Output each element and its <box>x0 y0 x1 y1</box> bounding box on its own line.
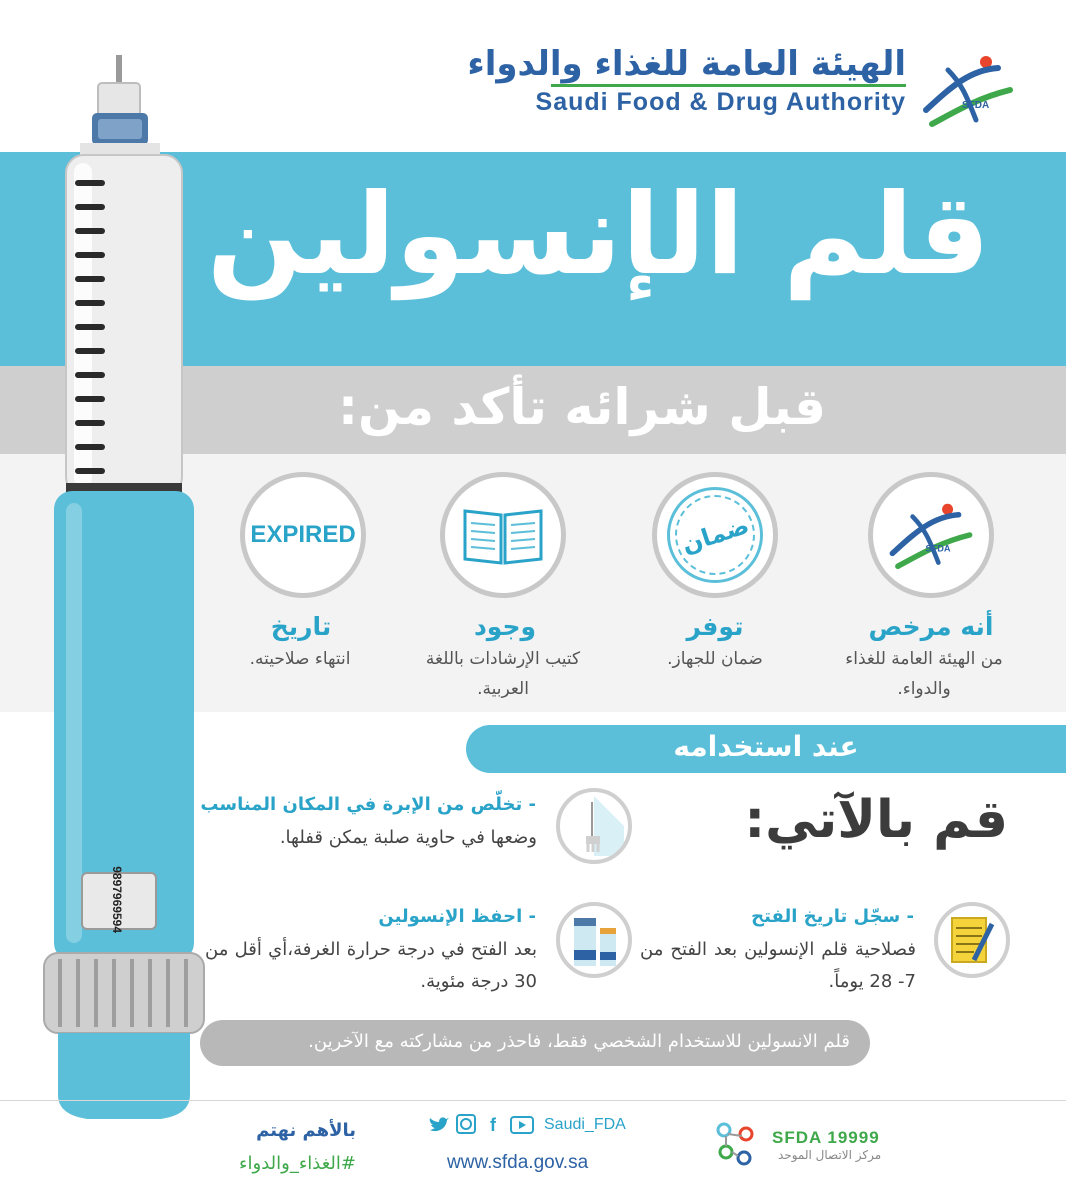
do-following-label: قم بالآتي: <box>744 790 1008 850</box>
page-title: قلم الإنسولين <box>206 170 990 300</box>
dose-value: 98 <box>110 866 124 880</box>
page-subtitle: قبل شرائه تأكد من: <box>338 378 826 436</box>
twitter-icon[interactable] <box>428 1114 450 1136</box>
logo-divider <box>551 84 906 87</box>
instagram-icon[interactable] <box>456 1114 476 1134</box>
check-licensed-heading: أنه مرخص <box>868 612 994 641</box>
facebook-icon[interactable]: f <box>490 1114 496 1135</box>
warranty-stamp-icon <box>667 487 763 583</box>
sfda-logo-text: SFDA <box>962 100 990 111</box>
check-warranty-body: ضمان للجهاز. <box>667 649 763 669</box>
tip-storage-heading: - احفظ الإنسولين <box>378 906 536 927</box>
dose-value: 94 <box>110 919 124 933</box>
check-expiry-circle <box>240 472 366 598</box>
notepad-circle <box>934 902 1010 978</box>
sfda-logo-icon <box>885 498 977 572</box>
dose-value: 96 <box>110 892 124 907</box>
sfda-logo-icon <box>918 50 1018 130</box>
website-link[interactable]: www.sfda.gov.sa <box>447 1152 589 1173</box>
tip-opening-date-heading: - سجّل تاريخ الفتح <box>751 906 914 927</box>
youtube-icon[interactable] <box>510 1116 534 1134</box>
org-name-english: Saudi Food & Drug Authority <box>535 88 906 116</box>
check-expiry-body: انتهاء صلاحيته. <box>249 649 351 669</box>
tip-opening-date-body: فصلاحية قلم الإنسولين بعد الفتح من 7- 28 يوماً. <box>640 939 916 992</box>
insulin-vials-icon <box>566 910 622 970</box>
dose-value: 95 <box>110 906 124 920</box>
dose-value: 97 <box>110 879 124 893</box>
tip-disposal-body: وضعها في حاوية صلبة يمكن قفلها. <box>279 827 537 848</box>
check-warranty-circle <box>652 472 778 598</box>
call-center-icon <box>712 1120 760 1172</box>
hotline-caption: مركز الاتصال الموحد <box>778 1148 882 1162</box>
org-name-arabic: الهيئة العامة للغذاء والدواء <box>467 44 906 84</box>
warranty-stamp-text: ضمان <box>677 511 753 559</box>
footer-divider <box>0 1100 1066 1101</box>
usage-section-label: عند استخدامه <box>673 730 859 763</box>
hotline-number[interactable]: SFDA 19999 <box>772 1128 880 1147</box>
tip-storage-body: بعد الفتح في درجة حرارة الغرفة،أي أقل من 30 درجة مئوية. <box>205 939 537 992</box>
expired-stamp-icon: EXPIRED <box>250 521 356 548</box>
social-handle[interactable]: Saudi_FDA <box>544 1116 626 1133</box>
insulin-pen-illustration <box>30 55 210 1135</box>
needle-disposal-circle <box>556 788 632 864</box>
tip-disposal-heading: - تخلّص من الإبرة في المكان المناسب <box>200 794 536 815</box>
insulin-vials-circle <box>556 902 632 978</box>
footer-slogan: بالأهم نهتم <box>256 1120 356 1141</box>
check-manual-body: كتيب الإرشادات باللغة العربية. <box>425 649 581 699</box>
pen-dose-window <box>95 866 139 933</box>
check-manual-heading: وجود <box>473 612 537 641</box>
sfda-logo-text: SFDA <box>925 543 951 554</box>
check-expiry-heading: تاريخ <box>270 612 332 641</box>
open-book-icon <box>461 503 545 567</box>
social-icons <box>428 1114 534 1136</box>
check-licensed-body: من الهيئة العامة للغذاء والدواء. <box>845 649 1003 699</box>
check-licensed-circle <box>868 472 994 598</box>
footer-hashtag[interactable]: #الغذاء_والدواء <box>239 1153 356 1174</box>
personal-use-note: قلم الانسولين للاستخدام الشخصي فقط، فاحذر من مشاركته مع الآخرين. <box>308 1031 850 1052</box>
check-warranty-heading: توفر <box>686 612 744 641</box>
notepad-pencil-icon <box>944 910 1000 970</box>
needle-disposal-icon <box>564 796 624 856</box>
check-manual-circle <box>440 472 566 598</box>
